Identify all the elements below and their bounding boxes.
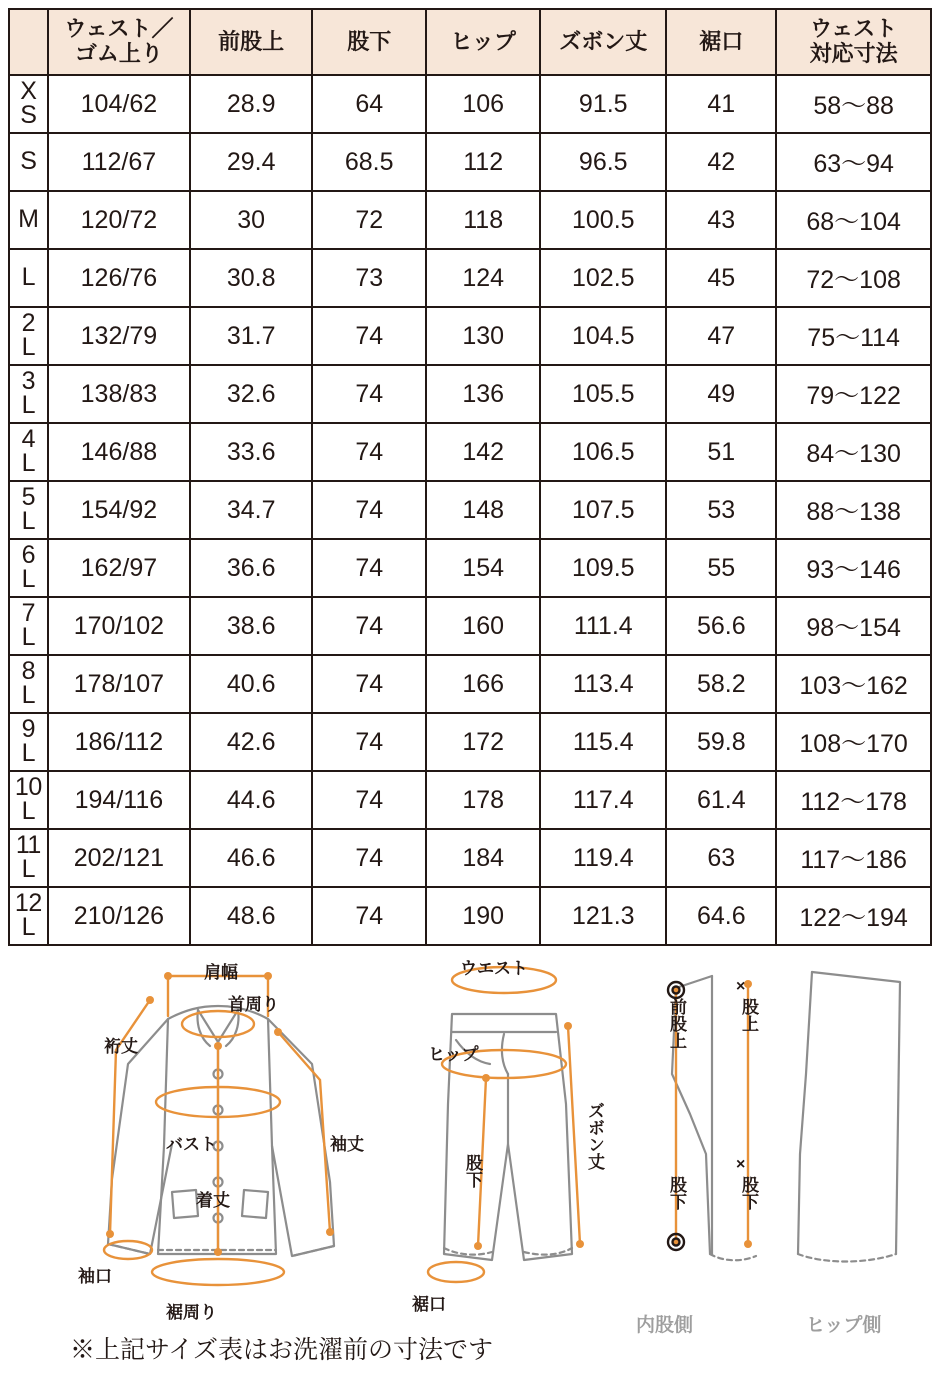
fit-range-value: 103〜162 [776, 655, 931, 713]
size-label-line: L [21, 507, 36, 535]
table-header-row [9, 9, 931, 75]
size-label-line: L [21, 565, 36, 593]
waist-value: 104/62 [48, 75, 190, 133]
label-crotch-upper: 股上 [739, 998, 758, 1032]
pants-length-value: 113.4 [540, 655, 666, 713]
hem-value: 55 [666, 539, 776, 597]
size-label-line: 8 [21, 657, 36, 686]
table-row [9, 423, 931, 481]
pants-length-value: 105.5 [540, 365, 666, 423]
inseam-value: 74 [312, 423, 426, 481]
waist-value: 162/97 [48, 539, 190, 597]
waist-value: 210/126 [48, 887, 190, 945]
waist-value: 186/112 [48, 713, 190, 771]
hem-value: 58.2 [666, 655, 776, 713]
label-inseam: 股下 [463, 1154, 482, 1188]
size-label [9, 597, 48, 655]
waist-value: 146/88 [48, 423, 190, 481]
size-label-line: 12 [14, 889, 42, 918]
front-rise-value: 40.6 [190, 655, 312, 713]
pants-length-value: 121.3 [540, 887, 666, 945]
waist-value: 120/72 [48, 191, 190, 249]
label-neck: 首周り [228, 995, 279, 1014]
hip-value: 160 [426, 597, 540, 655]
hip-value: 136 [426, 365, 540, 423]
size-label-line: 11 [15, 831, 41, 860]
fit-range-value: 72〜108 [776, 249, 931, 307]
fit-range-value: 84〜130 [776, 423, 931, 481]
hip-value: 178 [426, 771, 540, 829]
pre-wash-note: ※上記サイズ表はお洗濯前の寸法です [70, 1336, 494, 1364]
fit-range-value: 79〜122 [776, 365, 931, 423]
size-label-line: 6 [21, 541, 36, 570]
hip-value: 172 [426, 713, 540, 771]
hip-value: 190 [426, 887, 540, 945]
fit-range-value: 88〜138 [776, 481, 931, 539]
table-header-front-rise: 前股上 [190, 9, 312, 75]
size-label-line: S [20, 147, 37, 176]
front-rise-value: 44.6 [190, 771, 312, 829]
table-header-fit-line1: ウェスト [810, 16, 898, 42]
hem-value: 63 [666, 829, 776, 887]
hem-value: 51 [666, 423, 776, 481]
label-hip-side: ヒップ側 [806, 1315, 882, 1336]
label-crotch-lower-left: 股下 [667, 1176, 686, 1210]
hem-value: 42 [666, 133, 776, 191]
label-shoulder: 肩幅 [204, 963, 238, 982]
size-label [9, 423, 48, 481]
front-rise-value: 32.6 [190, 365, 312, 423]
label-pants-hem: 裾口 [412, 1295, 446, 1314]
size-label [9, 133, 48, 191]
fit-range-value: 68〜104 [776, 191, 931, 249]
waist-value: 194/116 [48, 771, 190, 829]
inseam-value: 64 [312, 75, 426, 133]
size-label [9, 771, 48, 829]
table-header-waist-line2: ゴム上り [74, 41, 163, 66]
table-header-corner [9, 9, 48, 75]
table-row [9, 887, 931, 945]
table-row [9, 75, 931, 133]
inseam-value: 74 [312, 539, 426, 597]
table-row [9, 713, 931, 771]
size-table [8, 8, 932, 946]
table-row [9, 249, 931, 307]
size-label-line: L [21, 797, 36, 825]
hip-value: 118 [426, 191, 540, 249]
size-label-line: L [21, 681, 36, 709]
table-header-fit-range [776, 9, 931, 75]
size-label-line: M [18, 205, 39, 234]
pants-length-value: 115.4 [540, 713, 666, 771]
pants-length-value: 102.5 [540, 249, 666, 307]
waist-value: 138/83 [48, 365, 190, 423]
hip-value: 130 [426, 307, 540, 365]
fit-range-value: 98〜154 [776, 597, 931, 655]
inseam-value: 74 [312, 307, 426, 365]
size-label-line: 5 [21, 483, 36, 512]
hip-value: 106 [426, 75, 540, 133]
size-label [9, 539, 48, 597]
table-header-inseam: 股下 [312, 9, 426, 75]
fit-range-value: 122〜194 [776, 887, 931, 945]
fit-range-value: 93〜146 [776, 539, 931, 597]
hem-value: 49 [666, 365, 776, 423]
size-label [9, 887, 48, 945]
table-row [9, 307, 931, 365]
hem-value: 41 [666, 75, 776, 133]
inseam-value: 74 [312, 365, 426, 423]
table-row [9, 481, 931, 539]
fit-range-value: 108〜170 [776, 713, 931, 771]
front-rise-value: 46.6 [190, 829, 312, 887]
size-label [9, 829, 48, 887]
label-hem-round: 裾周り [166, 1303, 217, 1322]
pants-length-value: 100.5 [540, 191, 666, 249]
table-header-waist [48, 9, 190, 75]
label-pants-length: ズボン丈 [585, 1102, 604, 1170]
fit-range-value: 63〜94 [776, 133, 931, 191]
inseam-value: 74 [312, 655, 426, 713]
table-header-fit-line2: 対応寸法 [809, 41, 898, 66]
front-rise-value: 48.6 [190, 887, 312, 945]
size-label-line: 9 [21, 715, 36, 744]
inseam-value: 74 [312, 481, 426, 539]
waist-value: 170/102 [48, 597, 190, 655]
size-label-line: L [21, 913, 36, 941]
table-row [9, 771, 931, 829]
waist-value: 132/79 [48, 307, 190, 365]
table-row [9, 597, 931, 655]
hip-value: 148 [426, 481, 540, 539]
size-label-line: L [21, 263, 36, 292]
fit-range-value: 75〜114 [776, 307, 931, 365]
pants-length-value: 119.4 [540, 829, 666, 887]
pants-length-value: 109.5 [540, 539, 666, 597]
pants-length-value: 106.5 [540, 423, 666, 481]
hip-value: 154 [426, 539, 540, 597]
hem-value: 43 [666, 191, 776, 249]
fit-range-value: 112〜178 [776, 771, 931, 829]
size-label [9, 191, 48, 249]
label-rise-mark-x-bottom: × [736, 1156, 746, 1173]
hem-value: 59.8 [666, 713, 776, 771]
inseam-value: 68.5 [312, 133, 426, 191]
fit-range-value: 117〜186 [776, 829, 931, 887]
size-label [9, 249, 48, 307]
hip-value: 142 [426, 423, 540, 481]
table-row [9, 191, 931, 249]
table-row [9, 539, 931, 597]
table-header-waist-line1: ウェスト／ [64, 16, 174, 42]
front-rise-value: 29.4 [190, 133, 312, 191]
table-row [9, 365, 931, 423]
pants-length-value: 111.4 [540, 597, 666, 655]
hem-value: 47 [666, 307, 776, 365]
table-header-hip: ヒップ [426, 9, 540, 75]
size-label-line: L [21, 855, 36, 883]
hip-value: 124 [426, 249, 540, 307]
table-header-hem: 裾口 [666, 9, 776, 75]
label-rise-mark-x-top: × [736, 978, 746, 995]
hem-value: 64.6 [666, 887, 776, 945]
inseam-value: 74 [312, 597, 426, 655]
waist-value: 154/92 [48, 481, 190, 539]
label-hip: ヒップ [428, 1045, 479, 1064]
label-sleeve: 袖丈 [330, 1135, 364, 1154]
size-chart-page [0, 8, 940, 1368]
size-label [9, 307, 48, 365]
hip-value: 184 [426, 829, 540, 887]
size-label [9, 481, 48, 539]
size-label-line: 3 [21, 367, 36, 396]
fit-range-value: 58〜88 [776, 75, 931, 133]
front-rise-value: 31.7 [190, 307, 312, 365]
size-label-line: 2 [21, 309, 36, 338]
waist-value: 126/76 [48, 249, 190, 307]
inseam-value: 74 [312, 887, 426, 945]
label-waist: ウエスト [460, 959, 528, 978]
size-label-line: L [21, 623, 36, 651]
hem-value: 45 [666, 249, 776, 307]
inseam-value: 74 [312, 771, 426, 829]
size-label-line: L [21, 449, 36, 477]
size-label-line: L [21, 739, 36, 767]
label-yuki: 裄丈 [104, 1037, 138, 1056]
pants-length-value: 104.5 [540, 307, 666, 365]
table-row [9, 829, 931, 887]
waist-value: 112/67 [48, 133, 190, 191]
size-label [9, 75, 48, 133]
label-crotch-lower-right: 股下 [739, 1176, 758, 1210]
size-label-line: 4 [21, 425, 36, 454]
size-label [9, 655, 48, 713]
size-label-line: L [21, 333, 36, 361]
table-header-pants-length: ズボン丈 [540, 9, 666, 75]
size-label-line: 10 [14, 773, 42, 802]
inseam-value: 74 [312, 713, 426, 771]
front-rise-value: 30.8 [190, 249, 312, 307]
front-rise-value: 30 [190, 191, 312, 249]
waist-value: 178/107 [48, 655, 190, 713]
size-label-line: S [20, 101, 37, 129]
label-body-length: 着丈 [196, 1191, 230, 1210]
label-front-rise: 前股上 [667, 998, 686, 1049]
front-rise-value: 28.9 [190, 75, 312, 133]
table-header [9, 9, 931, 75]
pants-length-value: 96.5 [540, 133, 666, 191]
measurement-diagrams [0, 954, 940, 1374]
table-row [9, 655, 931, 713]
size-label [9, 365, 48, 423]
label-cuff: 袖口 [78, 1267, 112, 1286]
pants-length-value: 91.5 [540, 75, 666, 133]
front-rise-value: 42.6 [190, 713, 312, 771]
front-rise-value: 36.6 [190, 539, 312, 597]
hip-value: 112 [426, 133, 540, 191]
size-label [9, 713, 48, 771]
table-row [9, 133, 931, 191]
hem-value: 56.6 [666, 597, 776, 655]
front-rise-value: 33.6 [190, 423, 312, 481]
size-label-line: X [20, 77, 37, 106]
pants-length-value: 107.5 [540, 481, 666, 539]
size-label-line: L [21, 391, 36, 419]
hem-value: 61.4 [666, 771, 776, 829]
pants-length-value: 117.4 [540, 771, 666, 829]
label-inner-thigh-side: 内股側 [636, 1315, 694, 1336]
inseam-value: 74 [312, 829, 426, 887]
hem-value: 53 [666, 481, 776, 539]
size-label-line: 7 [21, 599, 36, 628]
front-rise-value: 38.6 [190, 597, 312, 655]
front-rise-value: 34.7 [190, 481, 312, 539]
hip-value: 166 [426, 655, 540, 713]
table-body [9, 75, 931, 945]
inseam-value: 72 [312, 191, 426, 249]
waist-value: 202/121 [48, 829, 190, 887]
label-bust: バスト [166, 1135, 217, 1154]
inseam-value: 73 [312, 249, 426, 307]
